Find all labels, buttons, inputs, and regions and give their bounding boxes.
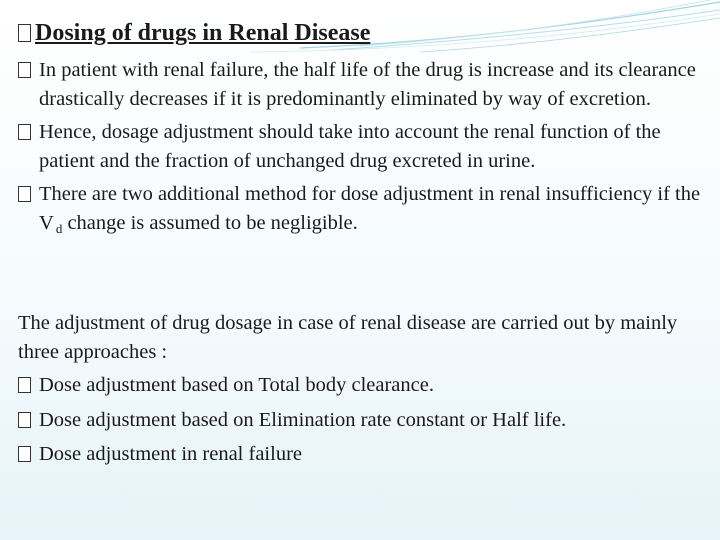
- bullet-box-icon: [18, 62, 31, 78]
- intro-paragraph: The adjustment of drug dosage in case of renal disease are carried out by mainly three approaches :: [18, 312, 678, 363]
- list-item: [18, 371, 708, 400]
- list-item: [18, 56, 713, 114]
- bullet-box-icon: [18, 24, 31, 42]
- list-item: [18, 406, 708, 435]
- list-item: [18, 180, 713, 243]
- slide-title-text: Dosing of drugs in Renal Disease: [35, 20, 371, 46]
- bullet-box-icon: [18, 124, 31, 140]
- bullet-list: [18, 56, 713, 247]
- bullet-text: In patient with renal failure, the half life of the drug is increase and its clearance drastically decreases if it is predominantly eliminated by way of excretion.: [39, 59, 696, 110]
- bullet-box-icon: [18, 446, 31, 462]
- bullet-box-icon: [18, 412, 31, 428]
- approach-text: Dose adjustment based on Total body clearance.: [39, 374, 434, 396]
- slide-title: [18, 18, 370, 48]
- bullet-box-icon: [18, 186, 31, 202]
- bullet-text-before: There are two additional method for dose adjustment in renal insufficiency if the V: [39, 183, 701, 234]
- list-item: [18, 440, 708, 469]
- approach-text: Dose adjustment based on Elimination rate constant or Half life.: [39, 408, 567, 431]
- approach-list: [18, 371, 708, 475]
- bullet-box-icon: [18, 377, 31, 393]
- bullet-text-after: change is assumed to be negligible.: [62, 212, 358, 234]
- list-item: [18, 118, 713, 176]
- approach-text: Dose adjustment in renal failure: [39, 443, 302, 465]
- bullet-text: Hence, dosage adjustment should take into account the renal function of the patient and the fraction of unchanged drug excreted in urine.: [39, 121, 661, 172]
- subscript-d: d: [55, 221, 63, 236]
